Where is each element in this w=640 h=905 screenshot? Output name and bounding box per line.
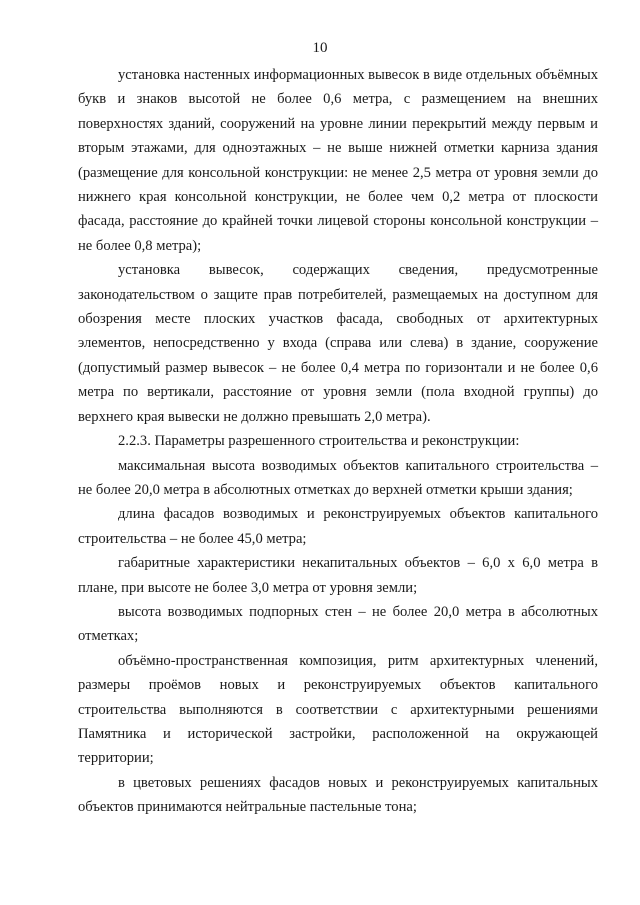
paragraph-consumer-signs: установка вывесок, содержащих сведения, предусмотренные законодательством о защите прав потребителей, размещаемых на доступном для обозрения месте плоских участков фасада, свободных от архитектурных элементов, непосредственно у входа (справа или слева) в здание, сооружение (допустимый размер вывесок – не более 0,4 метра по горизонтали и не более 0,6 метра по вертикали, расстояние от уровня земли (пола входной группы) до верхнего края вывески не должно превышать 2,0 метра).: [78, 262, 598, 425]
document-body: [78, 63, 598, 820]
paragraph-composition: объёмно-пространственная композиция, ритм архитектурных членений, размеры проёмов новых и реконструируемых объектов капитального строительства выполняются в соответствии с архитектурными решениями Памятника и исторической застройки, расположенной на окружающей территории;: [78, 652, 598, 767]
paragraph-retaining-walls: высота возводимых подпорных стен – не более 20,0 метра в абсолютных отметках;: [78, 603, 598, 645]
paragraph-max-height: максимальная высота возводимых объектов капитального строительства – не более 20,0 метра в абсолютных отметках до верхней отметки крыши здания;: [78, 457, 598, 498]
section-heading: 2.2.3. Параметры разрешенного строительства и реконструкции:: [118, 433, 520, 450]
paragraph-temporary-objects: габаритные характеристики некапитальных объектов – 6,0 х 6,0 метра в плане, при высоте не более 3,0 метра от уровня земли;: [78, 555, 598, 596]
page-number: 10: [312, 40, 328, 56]
paragraph-wall-signs: установка настенных информационных вывесок в виде отдельных объёмных букв и знаков высотой не более 0,6 метра, с размещением на внешних поверхностях зданий, сооружений на уровне линии перекрытий между первым и вторым этажами, для одноэтажных – не выше нижней отметки карниза здания (размещение для консольной конструкции: не менее 2,5 метра от уровня земли до нижнего края консольной конструкции, не более чем 0,2 метра от плоскости фасада, расстояние до крайней точки лицевой стороны консольной конструкции – не более 0,8 метра);: [78, 67, 599, 254]
paragraph-colors: в цветовых решениях фасадов новых и реконструируемых капитальных объектов принимаются нейтральные пастельные тона;: [78, 774, 598, 816]
paragraph-facade-length: длина фасадов возводимых и реконструируемых объектов капитального строительства – не более 45,0 метра;: [78, 506, 598, 547]
